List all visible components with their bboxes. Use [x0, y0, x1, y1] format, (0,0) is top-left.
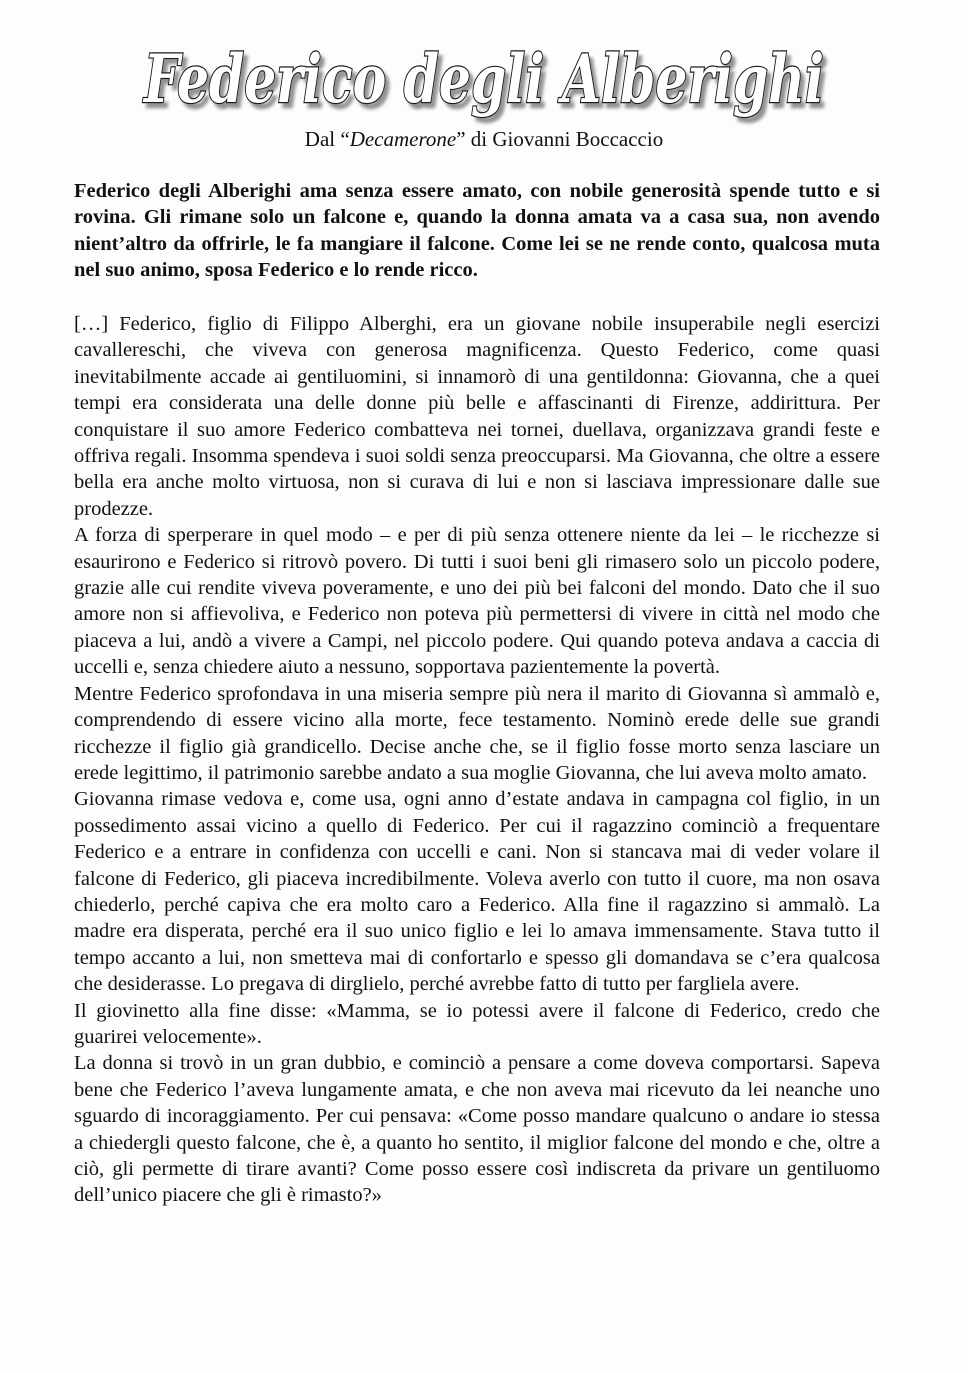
- story-paragraph: A forza di sperperare in quel modo – e per di più senza ottenere niente da lei – le ricchezze si esaurirono e Federico si ritrovò povero. Di tutti i suoi beni gli rimasero solo un piccolo podere, grazie alle cui rendite viveva poveramente, e uno dei più bei falconi del mondo. Dato che il suo amore non si affievoliva, e Federico non poteva più permettersi di vivere in città nel modo che piaceva a lui, andò a vivere a Campi, nel piccolo podere. Qui quando poteva andava a caccia di uccelli e, senza chiedere aiuto a nessuno, sopportava pazientemente la povertà.: [74, 524, 880, 679]
- subtitle-work: Decamerone: [349, 127, 457, 151]
- story-paragraph: La donna si trovò in un gran dubbio, e cominciò a pensare a come doveva comportarsi. Sapeva bene che Federico l’aveva lungamente amata, e che non aveva mai ricevuto da lei neanche uno sguardo di incoraggiamento. Per cui pensava: «Come posso mandare qualcuno o andare io stessa a chiedergli questo falcone, che è, a quanto ho sentito, il miglior falcone del mondo e che, oltre a ciò, gli permette di tirare avanti? Come posso essere così indiscreta da privare un gentiluomo dell’unico piacere che gli è rimasto?»: [74, 1052, 880, 1207]
- page-title: Federico degli Alberighi: [142, 40, 825, 118]
- story-paragraph: Il giovinetto alla fine disse: «Mamma, se io potessi avere il falcone di Federico, credo che guarirei velocemente».: [74, 999, 880, 1048]
- title-graphic: [0, 40, 968, 130]
- story-paragraph: Mentre Federico sprofondava in una miseria sempre più nera il marito di Giovanna sì ammalò e, comprendendo di essere vicino alla morte, fece testamento. Nominò erede delle sue grandi ricchezze il figlio già grandicello. Decise anche che, se il figlio fosse morto senza lasciare un erede legittimo, il patrimonio sarebbe andato a sua moglie Giovanna, che lui aveva molto amato.: [74, 682, 880, 784]
- story-paragraph: Giovanna rimase vedova e, come usa, ogni anno d’estate andava in campagna col figlio, in un possedimento assai vicino a quello di Federico. Per cui il ragazzino cominciò a frequentare Federico e a entrare in confidenza con uccelli e cani. Non si stancava mai di veder volare il falcone di Federico, gli piaceva incredibilmente. Voleva averlo con tutto il cuore, ma non osava chiederlo, perché capiva che era molto caro a Federico. Alla fine il ragazzino si ammalò. La madre era disperata, perché era il suo unico figlio e lei lo amava immensamente. Stava tutto il tempo accanto a lui, non smetteva mai di confortarlo e spesso gli domandava se c’era qualcosa che desiderasse. Lo pregava di dirglielo, perché avrebbe fatto di tutto per fargliela avere.: [74, 788, 880, 996]
- subtitle-prefix: Dal “: [304, 127, 350, 151]
- story-paragraph: […] Federico, figlio di Filippo Alberghi, era un giovane nobile insuperabile negli esercizi cavallereschi, che viveva con generosa magnificenza. Questo Federico, come quasi inevitabilmente accade ai gentiluomini, si innamorò di una gentildonna: Giovanna, che a quei tempi era considerata una delle donne più belle e affascinanti di Firenze, addirittura. Per conquistare il suo amore Federico combatteva nei tornei, duellava, organizzava grandi feste e offriva regali. Insomma spendeva i suoi soldi senza preoccuparsi. Ma Giovanna, che oltre a essere bella era anche molto virtuosa, non si curava di lui e non si lasciava impressionare dalle sue prodezze.: [74, 313, 880, 520]
- summary-paragraph: Federico degli Alberighi ama senza essere amato, con nobile generosità spende tutto e si rovina. Gli rimane solo un falcone e, quando la donna amata va a casa sua, non avendo nient’altro da offrirle, le fa mangiare il falcone. Come lei se ne rende conto, qualcosa muta nel suo animo, sposa Federico e lo rende ricco.: [74, 180, 880, 281]
- subtitle: [0, 126, 968, 152]
- story-body: [74, 311, 880, 1209]
- subtitle-suffix: ” di Giovanni Boccaccio: [456, 127, 664, 151]
- title-banner: [0, 40, 968, 130]
